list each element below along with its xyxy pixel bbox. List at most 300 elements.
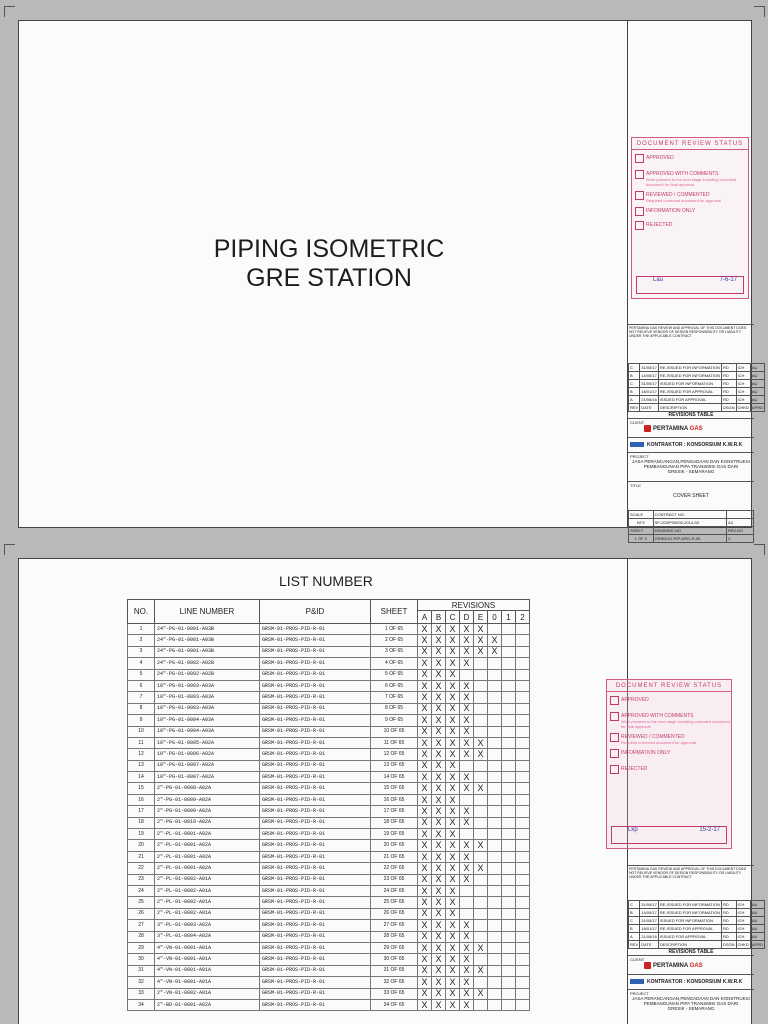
cell-pid: GRSM-01-PROS-PID-R-01 (260, 783, 371, 794)
revision-empty (488, 749, 502, 760)
revision-empty (502, 840, 516, 851)
revision-empty (502, 806, 516, 817)
revision-empty (516, 760, 530, 771)
revision-col-0: 0 (488, 611, 502, 624)
revision-empty (488, 977, 502, 988)
revision-mark: X (460, 806, 474, 817)
revision-cell-desc: DESCRIPTION (658, 941, 721, 949)
stamp-option-information: INFORMATION ONLY (607, 750, 731, 756)
revision-cell-date: 14/05/17 (641, 372, 657, 378)
cell-no: 5 (128, 669, 155, 680)
cell-line: 24"-PG-01-0001-A03B (155, 635, 260, 646)
checkbox-icon (610, 696, 619, 705)
checkbox-icon (635, 191, 644, 200)
revision-mark: X (446, 794, 460, 805)
revision-mark: X (446, 646, 460, 657)
cell-line: 10"-PG-01-0004-A03A (155, 715, 260, 726)
cell-pid: GRSM-01-PROS-PID-R-01 (260, 624, 371, 635)
cell-no: 18 (128, 817, 155, 828)
revision-empty (488, 760, 502, 771)
revision-empty (488, 703, 502, 714)
revision-mark: X (432, 715, 446, 726)
cell-pid: GRSM-01-PROS-PID-R-01 (260, 806, 371, 817)
cell-sheet: 34 OF 65 (371, 999, 418, 1010)
revision-mark: X (446, 840, 460, 851)
title-block-column-2 (615, 559, 763, 1024)
revision-empty (502, 726, 516, 737)
cell-sheet: 24 OF 65 (371, 885, 418, 896)
cell-line: 2"-PL-01-0001-A02A (155, 851, 260, 862)
revision-col-A: A (418, 611, 432, 624)
revision-empty (502, 635, 516, 646)
revision-mark: X (432, 749, 446, 760)
stamp-option-information: INFORMATION ONLY (632, 208, 748, 214)
checkbox-icon (610, 749, 619, 758)
revision-row (629, 941, 765, 949)
revision-row (629, 933, 765, 941)
cell-sheet: 23 OF 65 (371, 874, 418, 885)
cell-sheet: 29 OF 65 (371, 942, 418, 953)
revision-mark: X (418, 863, 432, 874)
revision-empty (516, 680, 530, 691)
client-logo: PERTAMINA GAS (644, 425, 752, 432)
revision-empty (488, 726, 502, 737)
revision-mark: X (460, 840, 474, 851)
revision-mark: X (474, 737, 488, 748)
revision-empty (488, 817, 502, 828)
cell-line: 10"-PG-01-0005-A02A (155, 737, 260, 748)
revision-mark: X (460, 874, 474, 885)
crop-mark (754, 544, 765, 555)
revision-col-B: B (432, 611, 446, 624)
client-block: CLIENT PERTAMINA GAS (628, 418, 754, 437)
list-title: LIST NUMBER (279, 573, 373, 589)
cell-sheet: 28 OF 65 (371, 931, 418, 942)
revision-empty (502, 703, 516, 714)
revision-empty (516, 965, 530, 976)
cell-pid: GRSM-01-PROS-PID-R-01 (260, 885, 371, 896)
cell-pid: GRSM-01-PROS-PID-R-01 (260, 851, 371, 862)
revision-cell-c: AU (750, 901, 764, 909)
checkbox-icon (635, 221, 644, 230)
revision-empty (502, 931, 516, 942)
drawing-info: SCALE CONTRACT NO. NTS SP-203/P00000-2014-S0 A3 SHEET DRAWING NO. REV.NO 1 OF 3 GRSM-01-PIP-DRG-R-05 C (628, 510, 754, 543)
cell-line: 24"-PG-01-0001-A03B (155, 646, 260, 657)
revision-empty (516, 669, 530, 680)
revision-empty (488, 885, 502, 896)
revision-mark: X (432, 885, 446, 896)
revision-mark: X (418, 817, 432, 828)
revision-cell-b: ICH (736, 925, 750, 933)
cell-sheet: 5 OF 65 (371, 669, 418, 680)
revision-empty (502, 874, 516, 885)
stamp-option-approved: APPROVED (607, 697, 731, 703)
revision-mark: X (418, 680, 432, 691)
revision-cell-desc: DESCRIPTION (658, 404, 721, 412)
cell-pid: GRSM-01-PROS-PID-R-01 (260, 680, 371, 691)
revision-mark: X (446, 908, 460, 919)
revision-mark: X (432, 840, 446, 851)
revision-cell-desc: RE-ISSUED FOR INFORMATION (659, 364, 720, 370)
revision-empty (502, 920, 516, 931)
stamp-option-approved: APPROVED (632, 155, 748, 161)
revision-mark: X (432, 863, 446, 874)
table-row (128, 874, 530, 885)
revision-cell-desc: RE-ISSUED FOR INFORMATION (659, 372, 720, 378)
client-logo: PERTAMINA GAS (644, 962, 752, 969)
revision-empty (474, 817, 488, 828)
revision-mark: X (432, 794, 446, 805)
revision-mark: X (446, 749, 460, 760)
cell-pid: GRSM-01-PROS-PID-R-01 (260, 715, 371, 726)
revision-empty (502, 999, 516, 1010)
revision-empty (474, 851, 488, 862)
revision-mark: X (446, 942, 460, 953)
cell-pid: GRSM-01-PROS-PID-R-01 (260, 908, 371, 919)
revision-empty (502, 965, 516, 976)
revision-mark: X (418, 806, 432, 817)
revision-mark: X (418, 908, 432, 919)
cell-sheet: 2 OF 65 (371, 635, 418, 646)
revision-mark: X (446, 885, 460, 896)
cell-line: 10"-PG-01-0003-A03A (155, 680, 260, 691)
cell-pid: GRSM-01-PROS-PID-R-01 (260, 646, 371, 657)
revision-mark: X (418, 885, 432, 896)
revision-empty (516, 897, 530, 908)
revision-cell-a: RD (721, 388, 736, 396)
revision-mark: X (418, 658, 432, 669)
cell-sheet: 30 OF 65 (371, 954, 418, 965)
crop-mark (4, 544, 15, 555)
revision-cell-date: 21/08/16 (641, 933, 657, 939)
revision-mark: X (460, 999, 474, 1010)
cell-pid: GRSM-01-PROS-PID-R-01 (260, 942, 371, 953)
cell-line: 2"-PL-01-0002-A01A (155, 885, 260, 896)
revision-mark: X (460, 680, 474, 691)
revision-empty (474, 977, 488, 988)
revision-mark: X (446, 783, 460, 794)
cell-sheet: 11 OF 65 (371, 737, 418, 748)
revision-cell-a: RD (721, 909, 736, 917)
revision-mark: X (432, 942, 446, 953)
revision-empty (502, 794, 516, 805)
stamp-option-approved-comments: APPROVED WITH COMMENTS Work proceed to the next stage including corrected document for final approval (607, 713, 731, 729)
cell-no: 26 (128, 908, 155, 919)
revision-mark: X (460, 692, 474, 703)
revision-empty (502, 692, 516, 703)
revision-cell-rev: A (629, 933, 640, 941)
revision-mark: X (446, 635, 460, 646)
table-row (128, 954, 530, 965)
revision-mark: X (474, 840, 488, 851)
cell-line: 2"-PG-01-0009-A02A (155, 794, 260, 805)
table-row (128, 920, 530, 931)
revision-mark: X (460, 942, 474, 953)
revision-cell-b: ICH (736, 380, 750, 388)
cell-sheet: 7 OF 65 (371, 692, 418, 703)
sheet-title-block: TITLE COVER SHEET (628, 481, 754, 510)
revision-empty (488, 669, 502, 680)
revision-cell-c: AU (750, 909, 764, 917)
revision-mark: X (446, 863, 460, 874)
cell-pid: GRSM-01-PROS-PID-R-01 (260, 965, 371, 976)
revision-mark: X (460, 715, 474, 726)
revision-col-C: C (446, 611, 460, 624)
revision-cell-rev: B (629, 909, 640, 917)
revision-cell-rev: B (629, 925, 640, 933)
revision-empty (474, 669, 488, 680)
revision-empty (502, 897, 516, 908)
revision-row (629, 901, 765, 909)
revision-mark: X (474, 863, 488, 874)
revision-mark: X (446, 874, 460, 885)
revision-cell-b: CHKD (737, 404, 749, 410)
cell-no: 6 (128, 680, 155, 691)
revision-mark: X (446, 954, 460, 965)
cell-no: 27 (128, 920, 155, 931)
revision-mark: X (446, 715, 460, 726)
contractor-block-2: KONTRAKTOR : KONSORSIUM K.W.R.K (628, 974, 754, 989)
title-block-column (627, 21, 763, 541)
stamp-option-rejected: REJECTED (632, 222, 748, 228)
cell-sheet: 26 OF 65 (371, 908, 418, 919)
revision-row (629, 388, 765, 396)
revision-cell-b: CHKD (737, 941, 749, 947)
revision-empty (516, 635, 530, 646)
revision-mark: X (460, 703, 474, 714)
revision-empty (502, 977, 516, 988)
revision-mark: X (460, 772, 474, 783)
revision-empty (474, 908, 488, 919)
stamp-signature: Lkp 15-2-17 (611, 826, 727, 844)
revision-empty (488, 908, 502, 919)
revision-cell-a: DSGN (722, 404, 735, 410)
revision-mark: X (432, 965, 446, 976)
revision-cell-desc: ISSUED FOR APPROVAL (658, 933, 721, 941)
revision-empty (502, 829, 516, 840)
revision-cell-a: RD (721, 901, 736, 909)
checkbox-icon (635, 170, 644, 179)
revision-empty (474, 760, 488, 771)
cell-no: 30 (128, 954, 155, 965)
revision-mark: X (432, 703, 446, 714)
revision-mark: X (474, 749, 488, 760)
revision-empty (516, 999, 530, 1010)
revision-empty (488, 806, 502, 817)
revision-mark: X (474, 646, 488, 657)
revision-empty (516, 977, 530, 988)
revision-cell-rev: B (629, 388, 640, 396)
revision-mark: X (432, 692, 446, 703)
cell-sheet: 17 OF 65 (371, 806, 418, 817)
revision-mark: X (418, 840, 432, 851)
revision-mark: X (446, 658, 460, 669)
revision-empty (516, 840, 530, 851)
revision-mark: X (432, 635, 446, 646)
cell-pid: GRSM-01-PROS-PID-R-01 (260, 658, 371, 669)
cell-sheet: 31 OF 65 (371, 965, 418, 976)
revision-empty (502, 908, 516, 919)
revision-empty (516, 829, 530, 840)
cell-pid: GRSM-01-PROS-PID-R-01 (260, 999, 371, 1010)
table-row (128, 840, 530, 851)
revision-mark: X (418, 624, 432, 635)
revision-mark: X (488, 646, 502, 657)
revision-cell-b: ICH (736, 933, 750, 941)
revision-empty (516, 703, 530, 714)
cell-pid: GRSM-01-PROS-PID-R-01 (260, 726, 371, 737)
table-row (128, 760, 530, 771)
revision-empty (488, 829, 502, 840)
revision-empty (502, 680, 516, 691)
revision-col-E: E (474, 611, 488, 624)
revision-empty (474, 658, 488, 669)
revision-cell-c: AU (750, 388, 764, 396)
revision-empty (502, 715, 516, 726)
contractor-block: KONTRAKTOR : KONSORSIUM K.W.R.K (628, 437, 754, 452)
table-row (128, 829, 530, 840)
cell-no: 16 (128, 794, 155, 805)
revision-mark: X (460, 954, 474, 965)
revision-mark: X (460, 988, 474, 999)
revision-empty (474, 931, 488, 942)
revision-col-D: D (460, 611, 474, 624)
revision-cell-rev: B (629, 372, 640, 380)
cell-line: 10"-PG-01-0003-A03A (155, 692, 260, 703)
revision-empty (474, 772, 488, 783)
revision-empty (502, 954, 516, 965)
cell-no: 33 (128, 988, 155, 999)
cell-sheet: 15 OF 65 (371, 783, 418, 794)
revision-cell-c: APRD (751, 941, 763, 947)
crop-mark (4, 6, 15, 17)
revision-empty (516, 817, 530, 828)
table-row (128, 851, 530, 862)
cell-no: 12 (128, 749, 155, 760)
revision-mark: X (418, 851, 432, 862)
revision-empty (502, 646, 516, 657)
revision-empty (516, 783, 530, 794)
revision-empty (474, 954, 488, 965)
revision-mark: X (446, 931, 460, 942)
revision-empty (488, 988, 502, 999)
revision-row (629, 404, 765, 412)
cell-pid: GRSM-01-PROS-PID-R-01 (260, 669, 371, 680)
cell-pid: GRSM-01-PROS-PID-R-01 (260, 897, 371, 908)
revision-cell-rev: REV (630, 404, 639, 410)
revision-mark: X (418, 635, 432, 646)
revision-empty (502, 669, 516, 680)
revision-empty (502, 863, 516, 874)
cell-line: 2"-PL-01-0002-A01A (155, 874, 260, 885)
cell-sheet: 14 OF 65 (371, 772, 418, 783)
revision-mark: X (446, 737, 460, 748)
cell-line: 24"-PG-01-0002-A02B (155, 658, 260, 669)
revision-empty (488, 863, 502, 874)
checkbox-icon (635, 154, 644, 163)
cover-sheet (18, 20, 763, 541)
revision-mark: X (460, 977, 474, 988)
revision-mark: X (474, 624, 488, 635)
revision-empty (488, 737, 502, 748)
revision-cell-desc: ISSUED FOR APPROVAL (658, 396, 721, 404)
cell-no: 15 (128, 783, 155, 794)
revision-empty (502, 760, 516, 771)
revision-empty (516, 658, 530, 669)
cell-sheet: 20 OF 65 (371, 840, 418, 851)
revision-cell-desc: ISSUED FOR INFORMATION (658, 917, 721, 925)
revision-empty (474, 726, 488, 737)
cell-pid: GRSM-01-PROS-PID-R-01 (260, 954, 371, 965)
cell-sheet: 22 OF 65 (371, 863, 418, 874)
cell-sheet: 13 OF 65 (371, 760, 418, 771)
revision-mark: X (432, 874, 446, 885)
revision-empty (460, 669, 474, 680)
revision-cell-b: ICH (736, 364, 750, 372)
revision-mark: X (418, 942, 432, 953)
revision-mark: X (418, 669, 432, 680)
revision-mark: X (418, 829, 432, 840)
title-block: PERTAMINA GAS REVIEW AND APPROVAL OF THIS DOCUMENT DOES NOT RELIEVE VENDOR OF DESIGN RESPONSIBILITY OR LIABILITY UNDER THE APPLICABLE CONTRACT C 31/05/17 RE-ISSUED FOR INFORMATION RD ICH AU B 14/05/17 RE-ISSUED FOR INFORMATION RD ICH AU C 31/05/17 ISSUED FOR INFORMATION RD ICH AU B 18/01/17 RE-ISSUED FOR APPROVAL RD ICH AU A 21/08/16 ISSUED FOR APPROVAL RD ICH AU REV DATE DESCRIPTION DSGN CHKD APRD REVISIONS TABLE CLIENT PERTAMINA GAS KONTRAKTOR : KONSORSIUM K.W.R.K PROJECT JASA PERANCANGAN,PENGADAAN DAN KONSTRUKSI PEMBANGUNAN PIPA TRANSMISI GAS DARI GRESIK - SEMARANG TITLE COVER SHEET SCALE CONTRACT NO. NTS SP-203/P00000-2014-S0 A3 SHEET DRAWING NO. REV.NO 1 OF 3 GRSM-01-PIP-DRG-R-05 C (628, 324, 754, 543)
cell-sheet: 6 OF 65 (371, 680, 418, 691)
revision-mark: X (446, 988, 460, 999)
revision-cell-b: ICH (736, 388, 750, 396)
cell-pid: GRSM-01-PROS-PID-R-01 (260, 760, 371, 771)
cell-line: 4"-VN-01-0001-A01A (155, 965, 260, 976)
revision-mark: X (446, 726, 460, 737)
revision-mark: X (418, 646, 432, 657)
revision-mark: X (418, 703, 432, 714)
revision-empty (516, 646, 530, 657)
revision-empty (474, 703, 488, 714)
revision-empty (516, 851, 530, 862)
cell-no: 8 (128, 703, 155, 714)
revision-empty (516, 931, 530, 942)
revision-mark: X (432, 624, 446, 635)
checkbox-icon (610, 733, 619, 742)
table-row (128, 646, 530, 657)
revision-cell-b: ICH (736, 901, 750, 909)
revision-empty (460, 908, 474, 919)
revision-mark: X (418, 977, 432, 988)
revision-empty (488, 942, 502, 953)
cell-sheet: 19 OF 65 (371, 829, 418, 840)
revision-empty (516, 772, 530, 783)
revision-mark: X (432, 908, 446, 919)
revision-mark: X (418, 897, 432, 908)
revision-empty (460, 829, 474, 840)
cell-pid: GRSM-01-PROS-PID-R-01 (260, 749, 371, 760)
cell-no: 17 (128, 806, 155, 817)
revision-cell-date: 31/05/17 (641, 364, 657, 370)
revision-mark: X (446, 920, 460, 931)
cell-sheet: 1 OF 65 (371, 624, 418, 635)
table-row (128, 658, 530, 669)
revision-empty (516, 806, 530, 817)
table-row (128, 999, 530, 1010)
revision-cell-b: ICH (736, 917, 750, 925)
revision-empty (488, 840, 502, 851)
revision-mark: X (460, 863, 474, 874)
cell-no: 2 (128, 635, 155, 646)
revision-cell-rev: C (629, 380, 640, 388)
revision-mark: X (418, 999, 432, 1010)
revision-empty (502, 783, 516, 794)
revision-empty (502, 851, 516, 862)
revision-cell-date: 18/01/17 (641, 388, 657, 394)
revision-empty (488, 931, 502, 942)
revision-empty (474, 874, 488, 885)
